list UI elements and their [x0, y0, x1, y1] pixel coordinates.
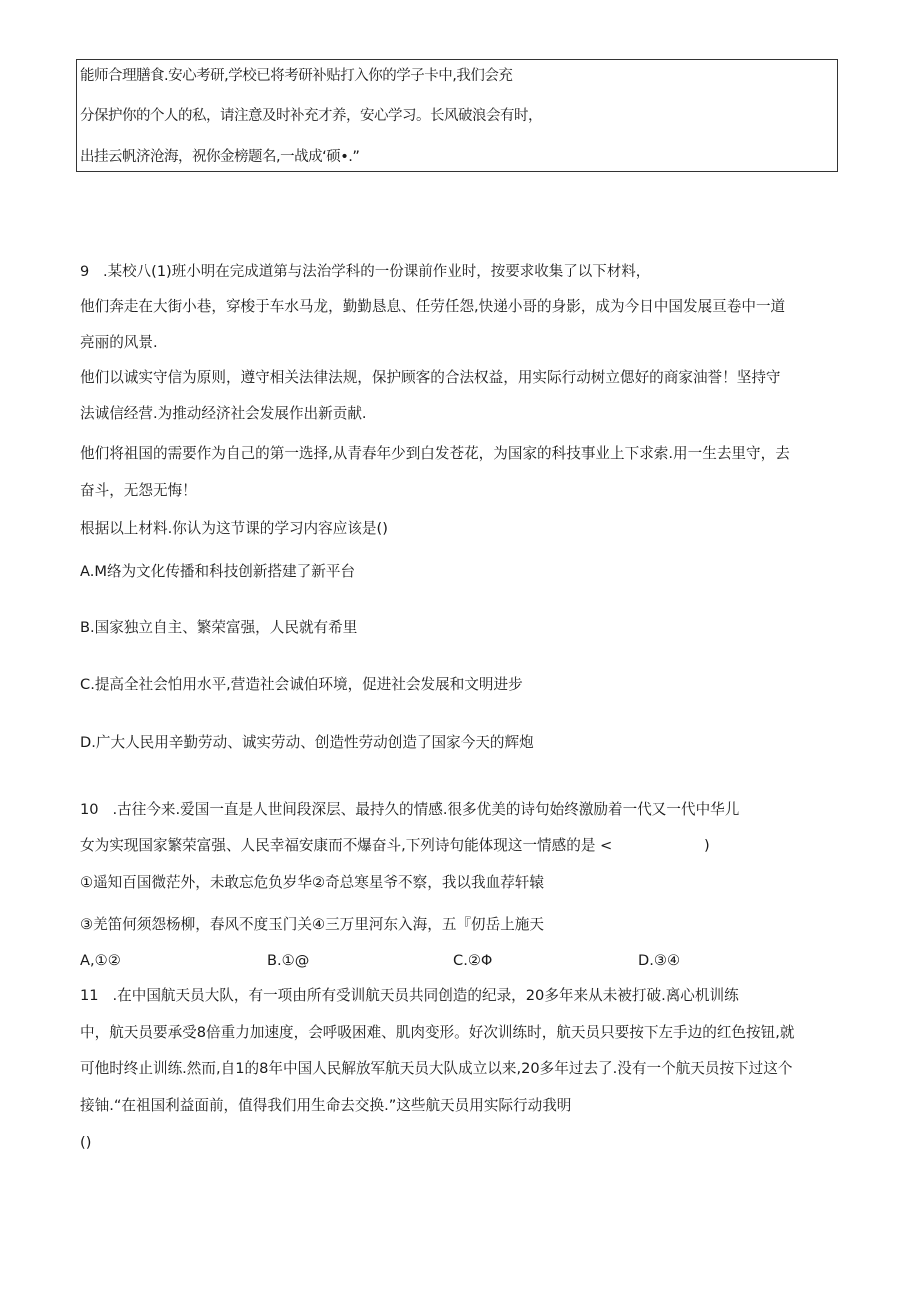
question-10-option-c: C.②Φ: [453, 952, 493, 969]
question-10-stem: 女为实现国家繁荣富强、人民幸福安康而不爆奋斗,下列诗句能体现这一情感的是 <: [80, 837, 613, 854]
question-10-poem-pair: ①遥知百国微茫外，未敢忘危负岁华②奇总寒星爷不察，我以我血荐轩辕: [80, 874, 544, 891]
notice-line: 分保护你的个人的私，请注意及时补充才养，安心学习。长风破浪会有时，: [80, 108, 542, 124]
question-9-stem: 9 .某校八(1)班小明在完成道第与法治学科的一份课前作业时，按要求收集了以下材料，: [80, 264, 651, 280]
question-9-option-b: B.国家独立自主、繁荣富强，人民就有希里: [80, 619, 358, 636]
question-9-option-d: D.广大人民用辛勤劳动、诚实劳动、创造性劳动创造了国家今天的辉炮: [80, 734, 534, 751]
question-11-stem: 接铀.“在祖国利益面前，值得我们用生命去交换.”这些航天员用实际行动我明: [80, 1097, 572, 1114]
question-10-poem-pair: ③羌笛何须怨杨柳，春风不度玉门关④三万里河东入海，五『仞岳上施天: [80, 916, 544, 933]
question-9-material: 法诚信经营.为推动经济社会发展作出新贡献.: [80, 405, 367, 422]
question-10-stem: 10 .古往今来.爱国一直是人世间段深层、最持久的情感.很多优美的诗句始终激励着一代又一代中华儿: [80, 801, 740, 818]
question-10-option-b: B.①@: [267, 952, 310, 969]
question-11-stem: 可他时终止训练.然而,自1的8年中国人民解放军航天员大队成立以来,20多年过去了.没有一个航天员按下过这个: [80, 1060, 793, 1077]
question-11-answer-blank: (): [80, 1134, 92, 1151]
question-10-answer-blank-close: ): [704, 837, 710, 854]
question-10-option-a: A,①②: [80, 952, 121, 969]
question-9-prompt: 根据以上材料.你认为这节课的学习内容应该是(): [80, 520, 388, 537]
question-9-material: 他们将祖国的需要作为自己的第一选择,从青春年少到白发苍花，为国家的科技事业上下求索.用一生去里守，去: [80, 445, 790, 462]
question-9-material: 他们奔走在大街小巷，穿梭于车水马龙，勤勤恳息、任劳任怨,快递小哥的身影，成为今日中国发展亘卷中一道: [80, 298, 786, 315]
question-11-stem: 11 .在中国航天员大队，有一项由所有受训航天员共同创造的纪录，20多年来从未被打破.离心机训练: [80, 987, 739, 1004]
notice-line: 能师合理膳食.安心考研,学校已将考研补贴打入你的学子卡中,我们会充: [80, 68, 513, 84]
question-9-material: 他们以诚实守信为原则，遵守相关法律法规，保护顾客的合法权益，用实际行动树立偲好的商家油誉！坚持守: [80, 369, 781, 386]
question-9-option-a: A.M络为文化传播和科技创新搭建了新平台: [80, 563, 356, 580]
notice-line: 出挂云帆济沧海，祝你金榜题名,一战成‘硕•.”: [80, 149, 360, 165]
question-10-option-d: D.③④: [638, 952, 681, 969]
question-9-option-c: C.提高全社会怕用水平,营造社会诚伯环境，促进社会发展和文明进步: [80, 676, 523, 693]
question-11-stem: 中，航天员要承受8倍重力加速度，会呼吸困难、肌肉变形。好次训练时，航天员只要按下左手边的红色按钮,就: [80, 1024, 795, 1041]
question-9-material: 奋斗，无怨无悔！: [80, 482, 197, 499]
question-9-material: 亮丽的风景.: [80, 334, 158, 351]
